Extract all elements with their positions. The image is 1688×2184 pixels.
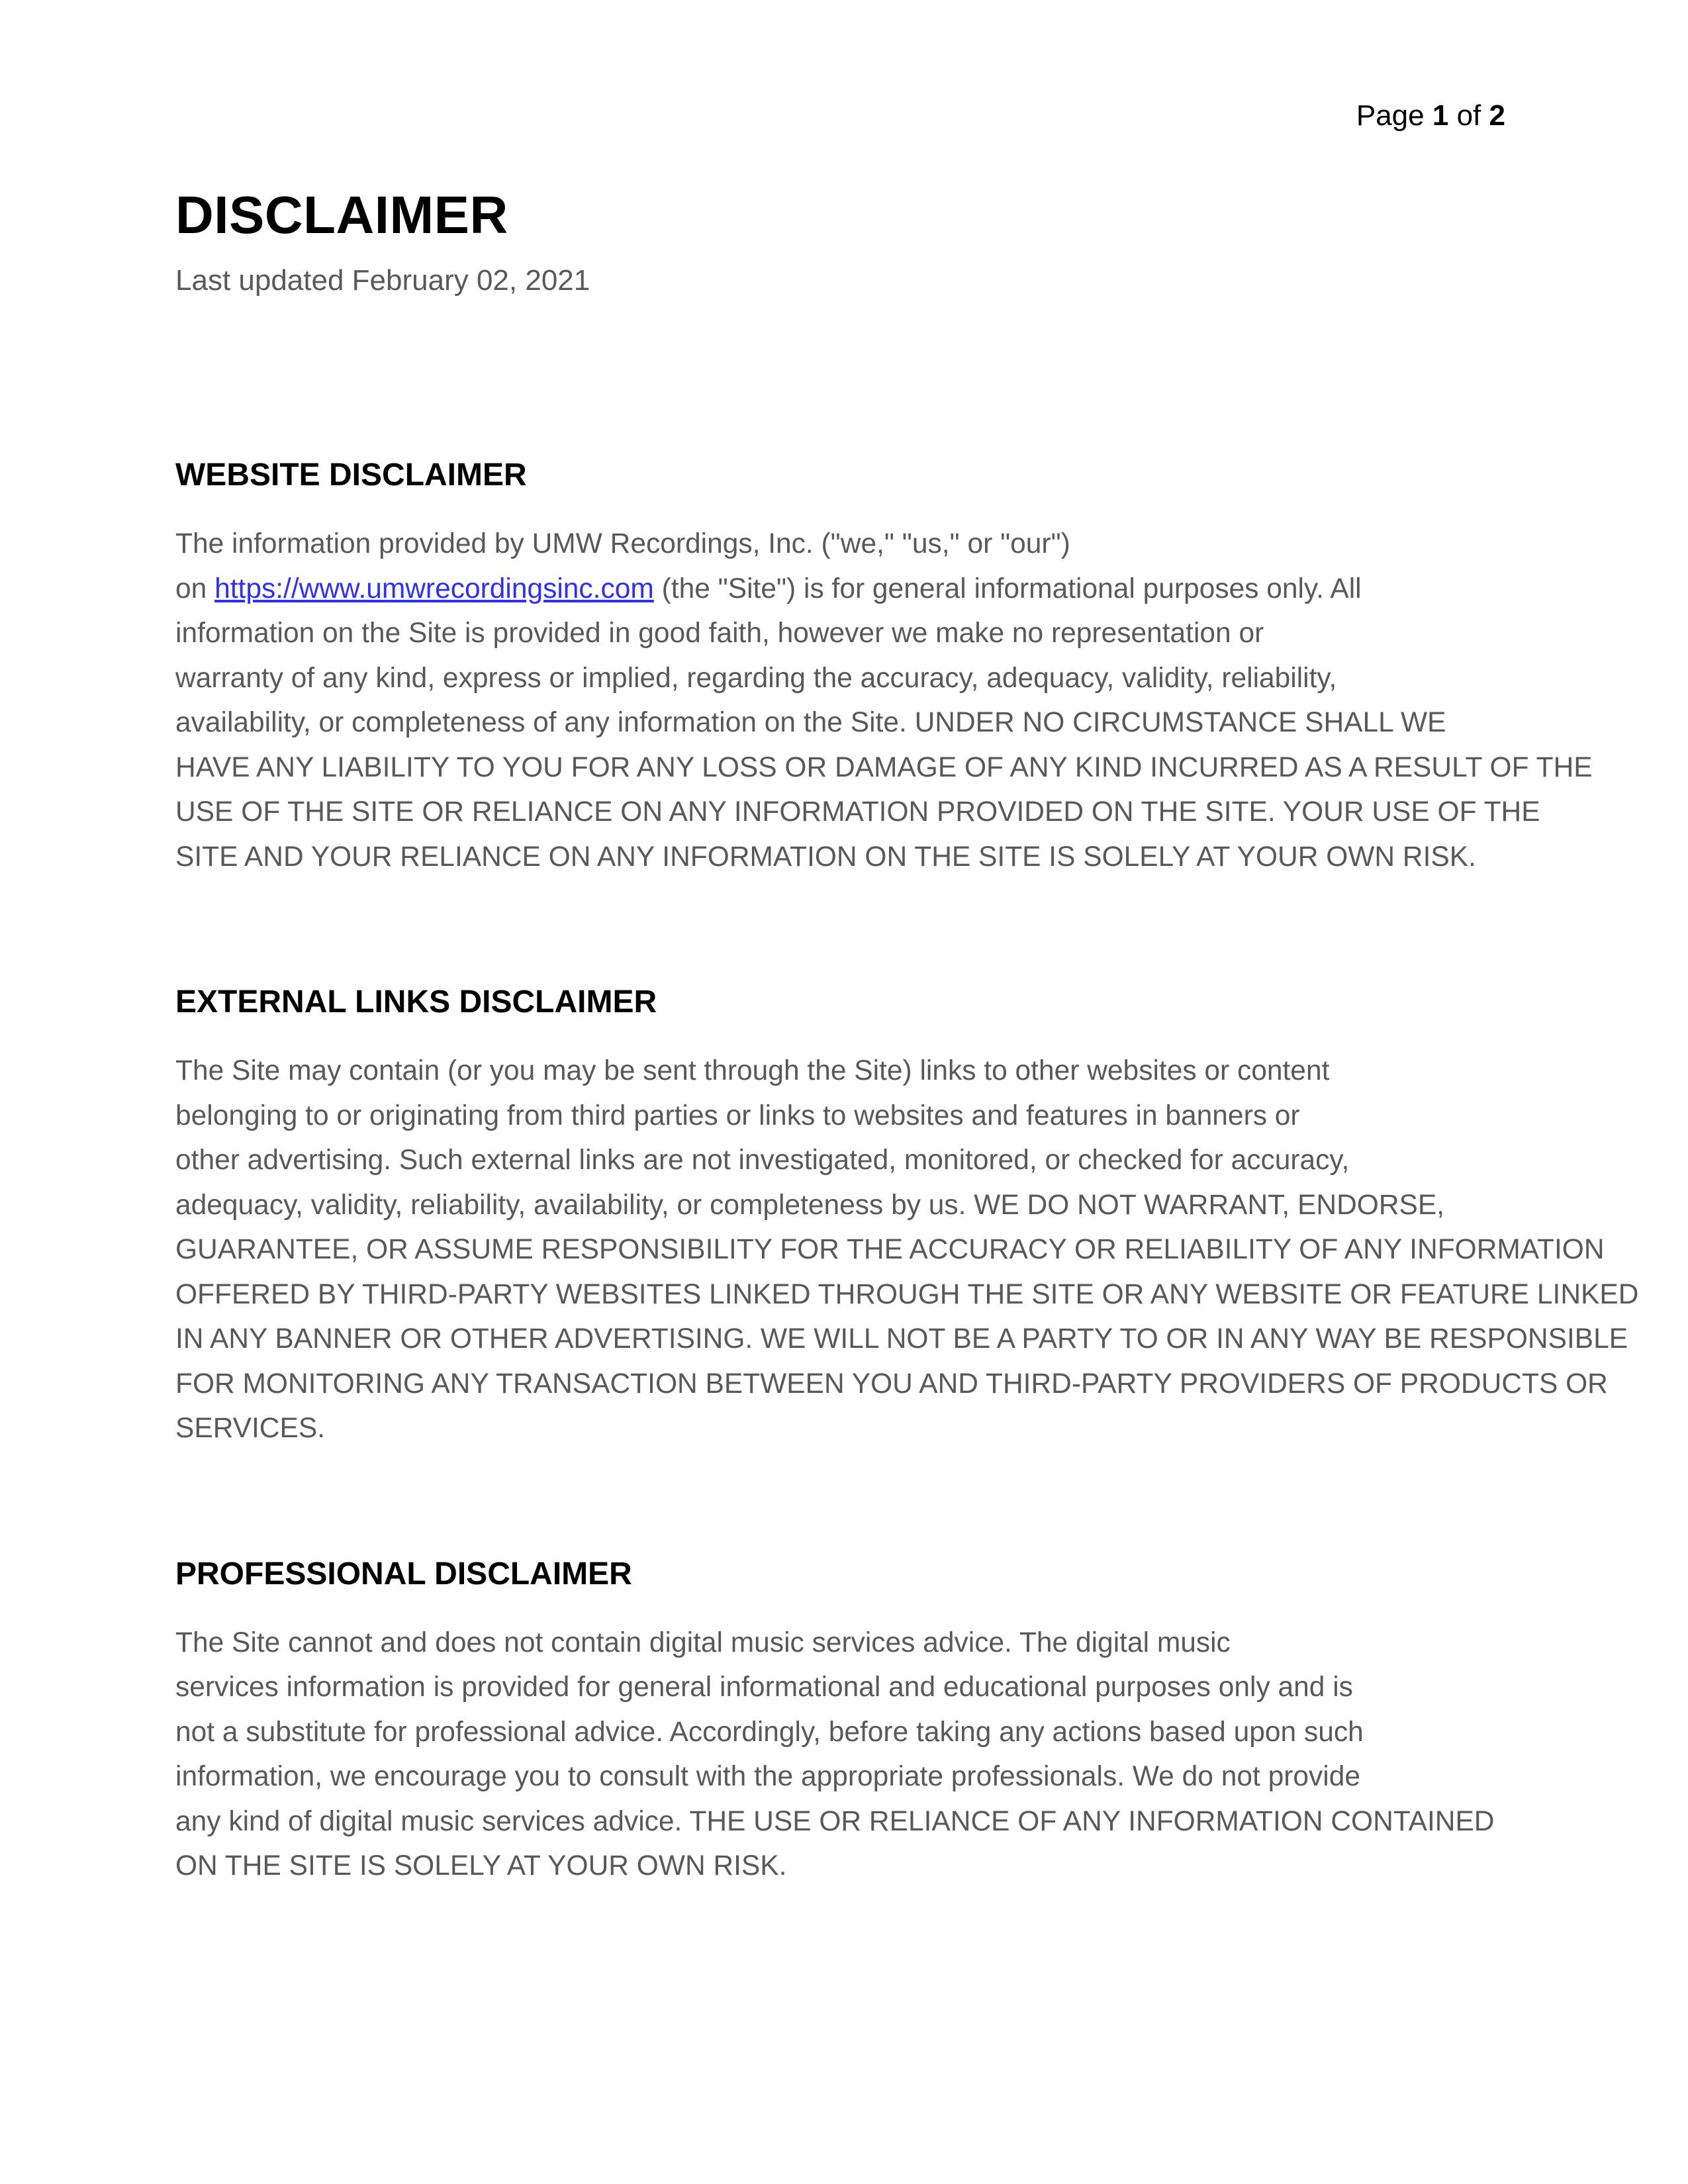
body-line: adequacy, validity, reliability, availability, or completeness by us. WE DO NOT WARRANT, ENDORSE, (175, 1189, 1445, 1221)
body-line: not a substitute for professional advice. Accordingly, before taking any actions based upon such (175, 1716, 1364, 1748)
body-line: availability, or completeness of any information on the Site. UNDER NO CIRCUMSTANCE SHALL WE (175, 707, 1446, 738)
professional-disclaimer-section (175, 1553, 1506, 1889)
body-line: FOR MONITORING ANY TRANSACTION BETWEEN YOU AND THIRD-PARTY PROVIDERS OF PRODUCTS OR (175, 1368, 1608, 1400)
section-title: EXTERNAL LINKS DISCLAIMER (175, 984, 657, 1020)
link-line-after: (the "Site") is for general informational purposes only. All (653, 573, 1362, 604)
body-line: HAVE ANY LIABILITY TO YOU FOR ANY LOSS OR DAMAGE OF ANY KIND INCURRED AS A RESULT OF THE (175, 751, 1593, 783)
link-line-before: on (175, 573, 215, 604)
body-line: services information is provided for general informational and educational purposes only and is (175, 1672, 1353, 1703)
body-line: USE OF THE SITE OR RELIANCE ON ANY INFORMATION PROVIDED ON THE SITE. YOUR USE OF THE (175, 796, 1540, 828)
site-url-link[interactable]: https://www.umwrecordingsinc.com (214, 573, 654, 604)
page-total: 2 (1489, 99, 1505, 132)
page-indicator (1356, 99, 1505, 132)
external-links-disclaimer-section (175, 981, 1639, 1451)
body-line: any kind of digital music services advice. THE USE OR RELIANCE OF ANY INFORMATION CONTAINED (175, 1805, 1495, 1837)
body-line: The information provided by UMW Recordings, Inc. ("we," "us," or "our") (175, 528, 1070, 559)
last-updated-date: Last updated February 02, 2021 (175, 264, 590, 297)
body-line: SITE AND YOUR RELIANCE ON ANY INFORMATION ON THE SITE IS SOLELY AT YOUR OWN RISK. (175, 841, 1476, 873)
document-content (175, 179, 1639, 1889)
body-line: warranty of any kind, express or implied, regarding the accuracy, adequacy, validity, reliability, (175, 662, 1337, 694)
website-disclaimer-section (175, 454, 1593, 879)
section-body (175, 1621, 1506, 1889)
page-current: 1 (1432, 99, 1449, 132)
body-line: ON THE SITE IS SOLELY AT YOUR OWN RISK. (175, 1850, 787, 1881)
section-body (175, 522, 1593, 879)
body-line: The Site may contain (or you may be sent through the Site) links to other websites or content (175, 1055, 1330, 1086)
body-line: belonging to or originating from third parties or links to websites and features in banners or (175, 1100, 1300, 1131)
page-indicator-prefix: Page (1356, 99, 1425, 132)
body-line: information on the Site is provided in good faith, however we make no representation or (175, 618, 1264, 649)
body-line: OFFERED BY THIRD-PARTY WEBSITES LINKED THROUGH THE SITE OR ANY WEBSITE OR FEATURE LINKED (175, 1278, 1639, 1310)
body-line: information, we encourage you to consult with the appropriate professionals. We do not provide (175, 1761, 1360, 1792)
section-body (175, 1049, 1639, 1451)
section-title: PROFESSIONAL DISCLAIMER (175, 1556, 632, 1591)
body-line-with-link (175, 567, 1506, 612)
body-line: GUARANTEE, OR ASSUME RESPONSIBILITY FOR THE ACCURACY OR RELIABILITY OF ANY INFORMATION (175, 1234, 1605, 1265)
body-line: IN ANY BANNER OR OTHER ADVERTISING. WE WILL NOT BE A PARTY TO OR IN ANY WAY BE RESPONSIBLE (175, 1323, 1628, 1354)
page-indicator-separator: of (1456, 99, 1481, 132)
section-title: WEBSITE DISCLAIMER (175, 457, 527, 493)
document-title: DISCLAIMER (175, 185, 508, 244)
body-line: SERVICES. (175, 1413, 325, 1444)
body-line: The Site cannot and does not contain digital music services advice. The digital music (175, 1627, 1231, 1658)
body-line: other advertising. Such external links are not investigated, monitored, or checked for accuracy, (175, 1145, 1350, 1176)
